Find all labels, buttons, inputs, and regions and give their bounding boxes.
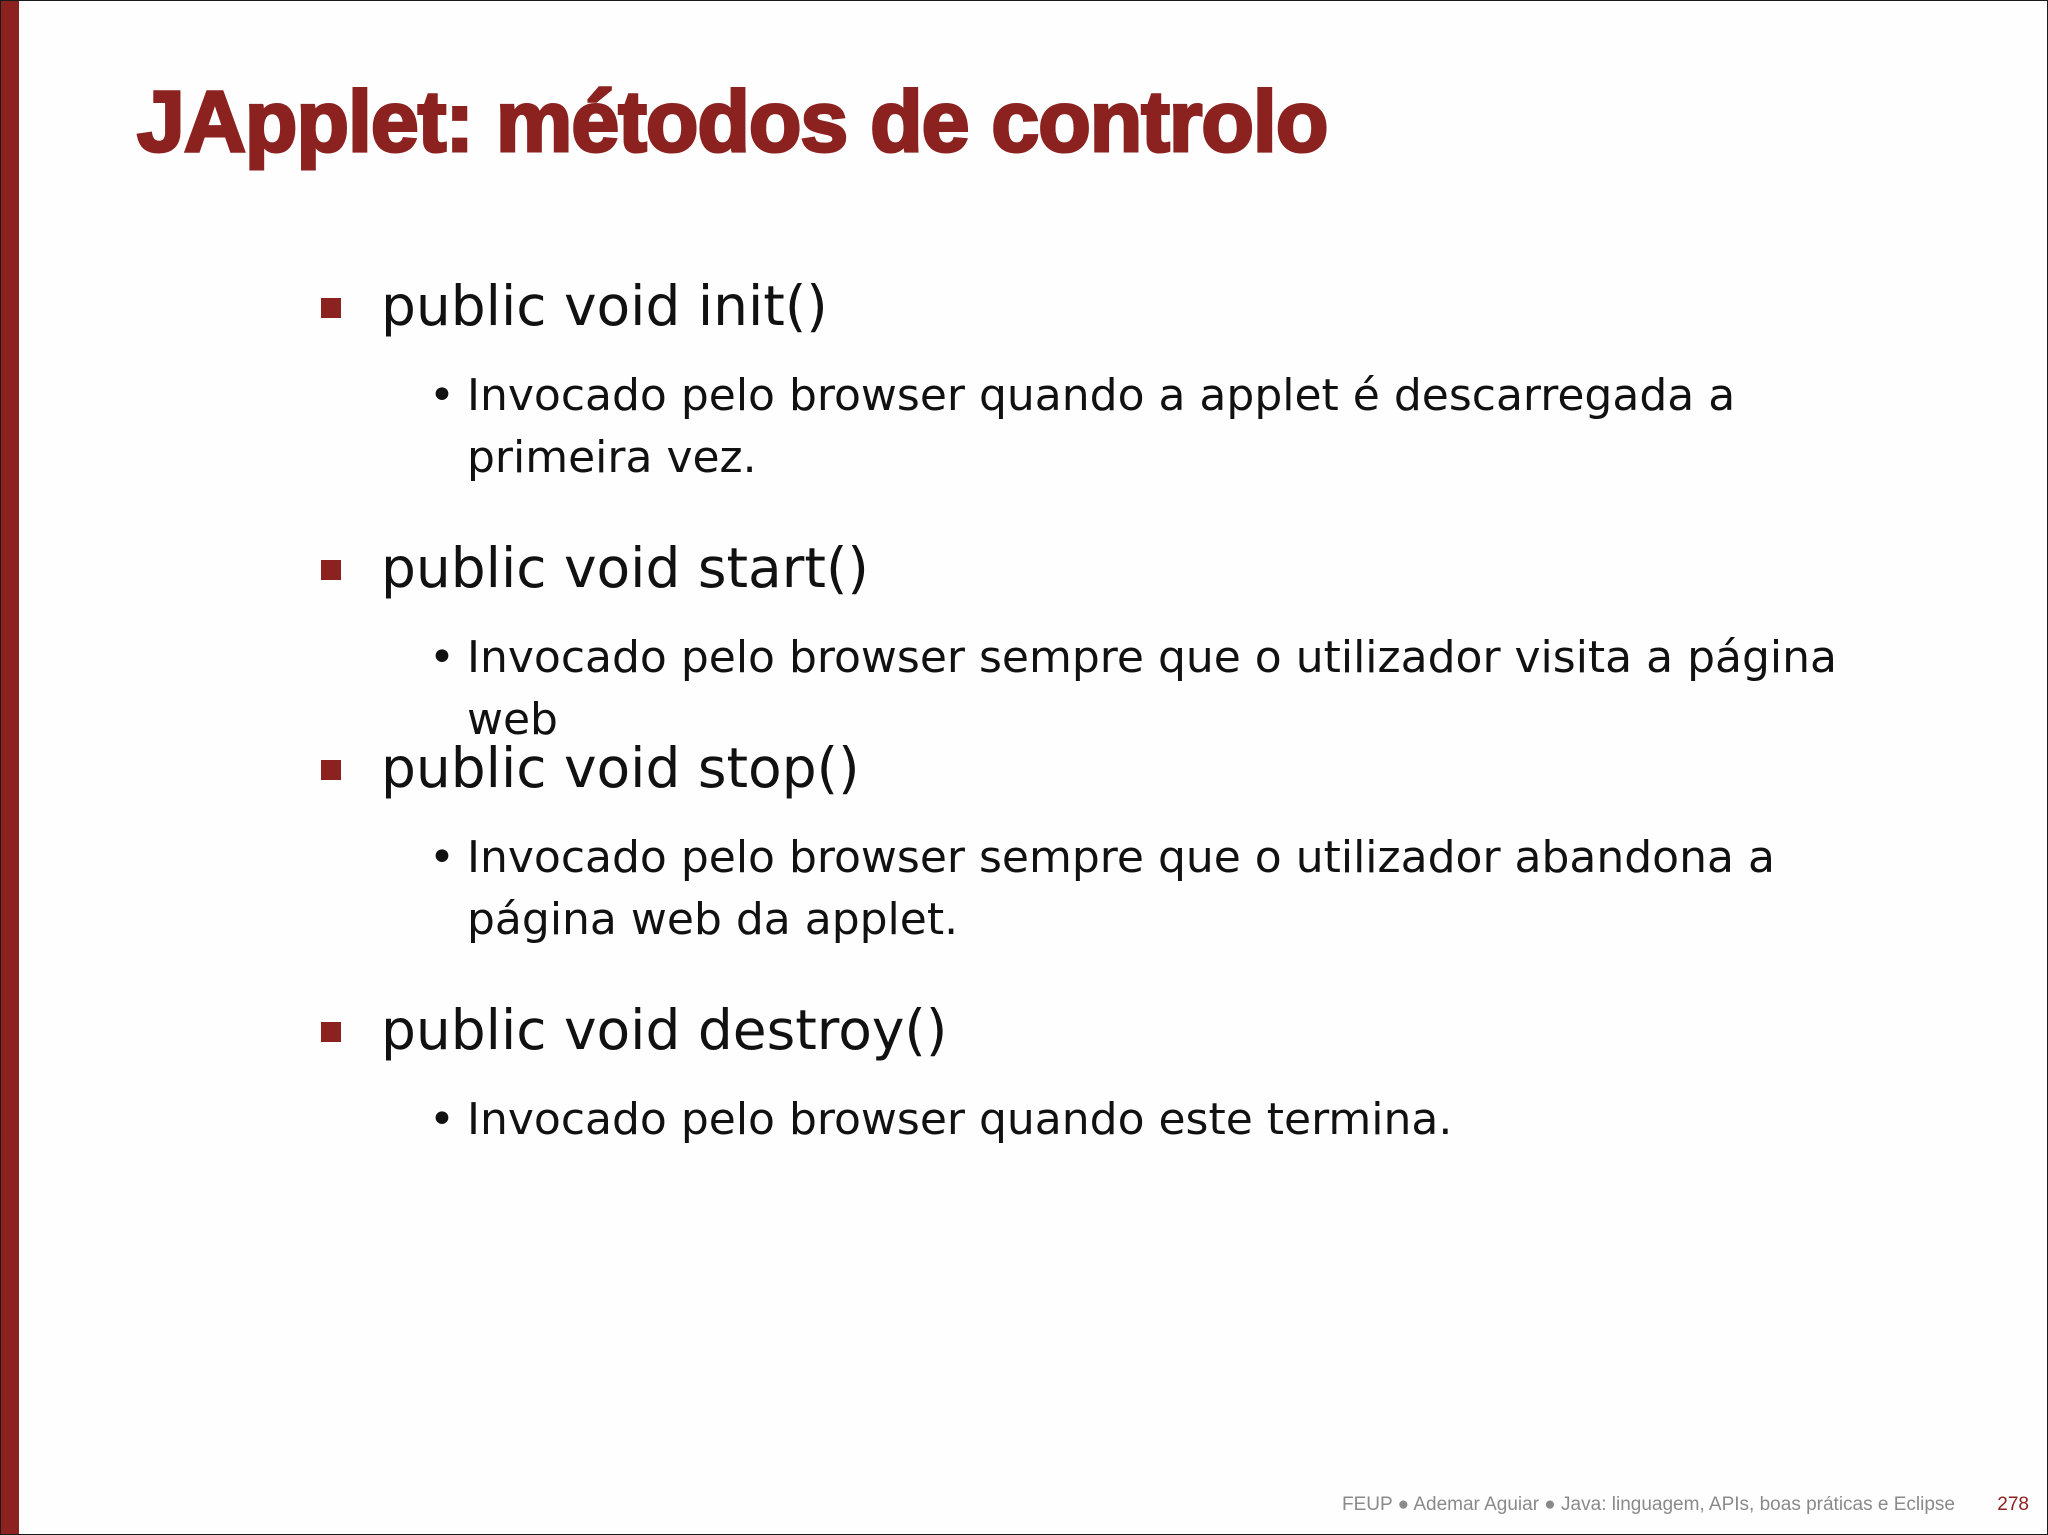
method-heading: public void start() <box>381 536 869 600</box>
slide-footer: FEUP ● Ademar Aguiar ● Java: linguagem, APIs, boas práticas e Eclipse <box>1342 1494 1955 1515</box>
dot-bullet-icon: • <box>429 832 455 883</box>
dot-bullet-icon: • <box>429 1094 455 1145</box>
method-description: Invocado pelo browser sempre que o utilizador visita a página web <box>467 632 1837 745</box>
dot-bullet-icon: • <box>429 632 455 683</box>
method-heading: public void stop() <box>381 736 860 800</box>
square-bullet-icon <box>321 1022 341 1042</box>
slide-content <box>1 1 2047 1534</box>
method-heading: public void destroy() <box>381 998 948 1062</box>
method-description: Invocado pelo browser quando a applet é descarregada a primeira vez. <box>467 370 1736 483</box>
square-bullet-icon <box>321 560 341 580</box>
square-bullet-icon <box>321 298 341 318</box>
page-number: 278 <box>1997 1494 2029 1515</box>
method-description: Invocado pelo browser quando este termina. <box>467 1094 1453 1145</box>
square-bullet-icon <box>321 760 341 780</box>
method-heading: public void init() <box>381 274 828 338</box>
dot-bullet-icon: • <box>429 370 455 421</box>
slide-title: JApplet: métodos de controlo <box>137 74 1328 170</box>
method-description: Invocado pelo browser sempre que o utilizador abandona a página web da applet. <box>467 832 1775 945</box>
